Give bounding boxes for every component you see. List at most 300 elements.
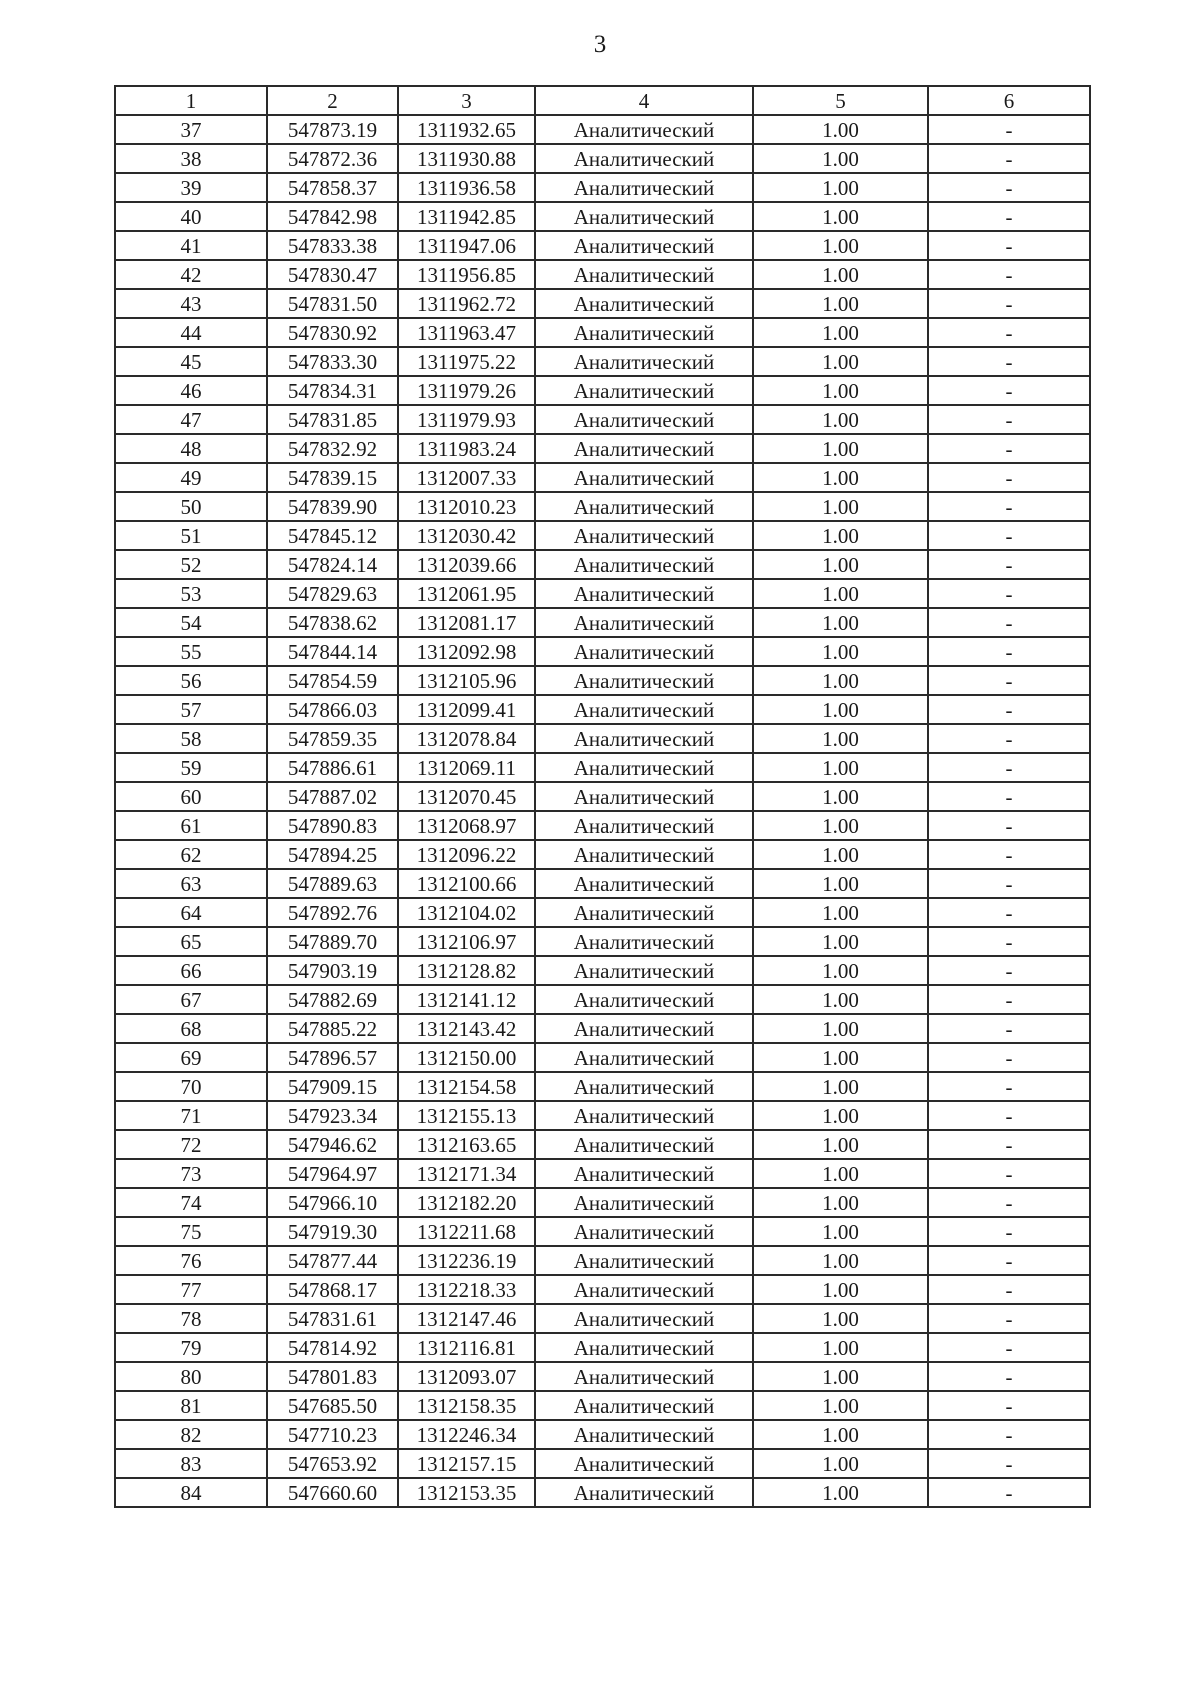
table-row	[115, 724, 1090, 753]
x-coordinate-cell: 547842.98	[267, 202, 398, 231]
table-row	[115, 1362, 1090, 1391]
y-coordinate-cell: 1311962.72	[398, 289, 535, 318]
method-cell: Аналитический	[535, 1449, 753, 1478]
accuracy-cell: 1.00	[753, 724, 928, 753]
table-row	[115, 956, 1090, 985]
accuracy-cell: 1.00	[753, 695, 928, 724]
y-coordinate-cell: 1312157.15	[398, 1449, 535, 1478]
x-coordinate-cell: 547890.83	[267, 811, 398, 840]
method-cell: Аналитический	[535, 1362, 753, 1391]
x-coordinate-cell: 547660.60	[267, 1478, 398, 1507]
y-coordinate-cell: 1312068.97	[398, 811, 535, 840]
table-header-row	[115, 86, 1090, 115]
note-cell: -	[928, 289, 1090, 318]
accuracy-cell: 1.00	[753, 1014, 928, 1043]
x-coordinate-cell: 547923.34	[267, 1101, 398, 1130]
method-cell: Аналитический	[535, 173, 753, 202]
point-number-cell: 78	[115, 1304, 267, 1333]
y-coordinate-cell: 1311979.93	[398, 405, 535, 434]
x-coordinate-cell: 547896.57	[267, 1043, 398, 1072]
y-coordinate-cell: 1312078.84	[398, 724, 535, 753]
point-number-cell: 38	[115, 144, 267, 173]
x-coordinate-cell: 547831.50	[267, 289, 398, 318]
point-number-cell: 57	[115, 695, 267, 724]
x-coordinate-cell: 547824.14	[267, 550, 398, 579]
note-cell: -	[928, 405, 1090, 434]
x-coordinate-cell: 547892.76	[267, 898, 398, 927]
x-coordinate-cell: 547831.61	[267, 1304, 398, 1333]
point-number-cell: 64	[115, 898, 267, 927]
table-row	[115, 289, 1090, 318]
x-coordinate-cell: 547919.30	[267, 1217, 398, 1246]
accuracy-cell: 1.00	[753, 347, 928, 376]
note-cell: -	[928, 347, 1090, 376]
x-coordinate-cell: 547838.62	[267, 608, 398, 637]
y-coordinate-cell: 1312096.22	[398, 840, 535, 869]
note-cell: -	[928, 985, 1090, 1014]
x-coordinate-cell: 547834.31	[267, 376, 398, 405]
note-cell: -	[928, 898, 1090, 927]
point-number-cell: 74	[115, 1188, 267, 1217]
accuracy-cell: 1.00	[753, 173, 928, 202]
table-row	[115, 1159, 1090, 1188]
point-number-cell: 83	[115, 1449, 267, 1478]
note-cell: -	[928, 840, 1090, 869]
column-header: 5	[753, 86, 928, 115]
accuracy-cell: 1.00	[753, 492, 928, 521]
note-cell: -	[928, 782, 1090, 811]
note-cell: -	[928, 1449, 1090, 1478]
table-row	[115, 1130, 1090, 1159]
accuracy-cell: 1.00	[753, 1420, 928, 1449]
accuracy-cell: 1.00	[753, 1072, 928, 1101]
y-coordinate-cell: 1312099.41	[398, 695, 535, 724]
accuracy-cell: 1.00	[753, 666, 928, 695]
accuracy-cell: 1.00	[753, 1159, 928, 1188]
method-cell: Аналитический	[535, 724, 753, 753]
y-coordinate-cell: 1312128.82	[398, 956, 535, 985]
y-coordinate-cell: 1311956.85	[398, 260, 535, 289]
column-header: 6	[928, 86, 1090, 115]
x-coordinate-cell: 547886.61	[267, 753, 398, 782]
accuracy-cell: 1.00	[753, 1043, 928, 1072]
table-row	[115, 202, 1090, 231]
page-number: 3	[593, 31, 607, 58]
x-coordinate-cell: 547889.70	[267, 927, 398, 956]
y-coordinate-cell: 1312070.45	[398, 782, 535, 811]
point-number-cell: 84	[115, 1478, 267, 1507]
method-cell: Аналитический	[535, 1101, 753, 1130]
method-cell: Аналитический	[535, 1043, 753, 1072]
note-cell: -	[928, 202, 1090, 231]
y-coordinate-cell: 1312106.97	[398, 927, 535, 956]
x-coordinate-cell: 547845.12	[267, 521, 398, 550]
table-row	[115, 1014, 1090, 1043]
x-coordinate-cell: 547872.36	[267, 144, 398, 173]
table-row	[115, 753, 1090, 782]
point-number-cell: 71	[115, 1101, 267, 1130]
method-cell: Аналитический	[535, 1391, 753, 1420]
point-number-cell: 37	[115, 115, 267, 144]
accuracy-cell: 1.00	[753, 840, 928, 869]
note-cell: -	[928, 115, 1090, 144]
accuracy-cell: 1.00	[753, 260, 928, 289]
accuracy-cell: 1.00	[753, 1362, 928, 1391]
note-cell: -	[928, 956, 1090, 985]
method-cell: Аналитический	[535, 318, 753, 347]
note-cell: -	[928, 608, 1090, 637]
x-coordinate-cell: 547832.92	[267, 434, 398, 463]
point-number-cell: 66	[115, 956, 267, 985]
note-cell: -	[928, 1420, 1090, 1449]
method-cell: Аналитический	[535, 1275, 753, 1304]
point-number-cell: 68	[115, 1014, 267, 1043]
coordinates-table	[114, 85, 1091, 1508]
method-cell: Аналитический	[535, 434, 753, 463]
accuracy-cell: 1.00	[753, 231, 928, 260]
x-coordinate-cell: 547903.19	[267, 956, 398, 985]
table-row	[115, 318, 1090, 347]
method-cell: Аналитический	[535, 1014, 753, 1043]
method-cell: Аналитический	[535, 782, 753, 811]
point-number-cell: 43	[115, 289, 267, 318]
method-cell: Аналитический	[535, 956, 753, 985]
x-coordinate-cell: 547966.10	[267, 1188, 398, 1217]
point-number-cell: 51	[115, 521, 267, 550]
point-number-cell: 75	[115, 1217, 267, 1246]
note-cell: -	[928, 1217, 1090, 1246]
accuracy-cell: 1.00	[753, 405, 928, 434]
point-number-cell: 82	[115, 1420, 267, 1449]
y-coordinate-cell: 1312100.66	[398, 869, 535, 898]
method-cell: Аналитический	[535, 144, 753, 173]
accuracy-cell: 1.00	[753, 811, 928, 840]
method-cell: Аналитический	[535, 1304, 753, 1333]
method-cell: Аналитический	[535, 985, 753, 1014]
accuracy-cell: 1.00	[753, 1333, 928, 1362]
table-row	[115, 608, 1090, 637]
table-row	[115, 927, 1090, 956]
table-row	[115, 898, 1090, 927]
y-coordinate-cell: 1312155.13	[398, 1101, 535, 1130]
point-number-cell: 59	[115, 753, 267, 782]
y-coordinate-cell: 1312039.66	[398, 550, 535, 579]
point-number-cell: 62	[115, 840, 267, 869]
method-cell: Аналитический	[535, 1188, 753, 1217]
table-row	[115, 695, 1090, 724]
accuracy-cell: 1.00	[753, 521, 928, 550]
y-coordinate-cell: 1312182.20	[398, 1188, 535, 1217]
accuracy-cell: 1.00	[753, 1391, 928, 1420]
note-cell: -	[928, 753, 1090, 782]
point-number-cell: 48	[115, 434, 267, 463]
x-coordinate-cell: 547685.50	[267, 1391, 398, 1420]
accuracy-cell: 1.00	[753, 1217, 928, 1246]
table-row	[115, 1188, 1090, 1217]
point-number-cell: 41	[115, 231, 267, 260]
table-row	[115, 1275, 1090, 1304]
point-number-cell: 63	[115, 869, 267, 898]
x-coordinate-cell: 547653.92	[267, 1449, 398, 1478]
table-row	[115, 376, 1090, 405]
note-cell: -	[928, 724, 1090, 753]
point-number-cell: 76	[115, 1246, 267, 1275]
point-number-cell: 67	[115, 985, 267, 1014]
table-row	[115, 347, 1090, 376]
accuracy-cell: 1.00	[753, 318, 928, 347]
method-cell: Аналитический	[535, 1333, 753, 1362]
accuracy-cell: 1.00	[753, 144, 928, 173]
method-cell: Аналитический	[535, 202, 753, 231]
accuracy-cell: 1.00	[753, 1101, 928, 1130]
y-coordinate-cell: 1312171.34	[398, 1159, 535, 1188]
note-cell: -	[928, 811, 1090, 840]
method-cell: Аналитический	[535, 695, 753, 724]
note-cell: -	[928, 927, 1090, 956]
y-coordinate-cell: 1312069.11	[398, 753, 535, 782]
table-row	[115, 666, 1090, 695]
point-number-cell: 56	[115, 666, 267, 695]
point-number-cell: 81	[115, 1391, 267, 1420]
table-row	[115, 1449, 1090, 1478]
note-cell: -	[928, 666, 1090, 695]
method-cell: Аналитический	[535, 811, 753, 840]
method-cell: Аналитический	[535, 869, 753, 898]
method-cell: Аналитический	[535, 898, 753, 927]
method-cell: Аналитический	[535, 1072, 753, 1101]
note-cell: -	[928, 1478, 1090, 1507]
point-number-cell: 39	[115, 173, 267, 202]
x-coordinate-cell: 547858.37	[267, 173, 398, 202]
method-cell: Аналитический	[535, 1217, 753, 1246]
x-coordinate-cell: 547839.15	[267, 463, 398, 492]
note-cell: -	[928, 318, 1090, 347]
method-cell: Аналитический	[535, 492, 753, 521]
table-row	[115, 550, 1090, 579]
table-row	[115, 1043, 1090, 1072]
x-coordinate-cell: 547877.44	[267, 1246, 398, 1275]
x-coordinate-cell: 547830.92	[267, 318, 398, 347]
y-coordinate-cell: 1312246.34	[398, 1420, 535, 1449]
note-cell: -	[928, 1130, 1090, 1159]
note-cell: -	[928, 1188, 1090, 1217]
point-number-cell: 65	[115, 927, 267, 956]
point-number-cell: 47	[115, 405, 267, 434]
accuracy-cell: 1.00	[753, 898, 928, 927]
x-coordinate-cell: 547854.59	[267, 666, 398, 695]
note-cell: -	[928, 550, 1090, 579]
table-row	[115, 1478, 1090, 1507]
table-row	[115, 1391, 1090, 1420]
y-coordinate-cell: 1312143.42	[398, 1014, 535, 1043]
note-cell: -	[928, 231, 1090, 260]
note-cell: -	[928, 173, 1090, 202]
table-row	[115, 115, 1090, 144]
method-cell: Аналитический	[535, 1420, 753, 1449]
y-coordinate-cell: 1312154.58	[398, 1072, 535, 1101]
y-coordinate-cell: 1312030.42	[398, 521, 535, 550]
x-coordinate-cell: 547829.63	[267, 579, 398, 608]
y-coordinate-cell: 1312236.19	[398, 1246, 535, 1275]
method-cell: Аналитический	[535, 347, 753, 376]
accuracy-cell: 1.00	[753, 1304, 928, 1333]
point-number-cell: 46	[115, 376, 267, 405]
note-cell: -	[928, 434, 1090, 463]
method-cell: Аналитический	[535, 753, 753, 782]
column-header: 4	[535, 86, 753, 115]
point-number-cell: 45	[115, 347, 267, 376]
note-cell: -	[928, 1275, 1090, 1304]
y-coordinate-cell: 1312158.35	[398, 1391, 535, 1420]
note-cell: -	[928, 1362, 1090, 1391]
point-number-cell: 55	[115, 637, 267, 666]
x-coordinate-cell: 547964.97	[267, 1159, 398, 1188]
y-coordinate-cell: 1312105.96	[398, 666, 535, 695]
point-number-cell: 70	[115, 1072, 267, 1101]
point-number-cell: 79	[115, 1333, 267, 1362]
y-coordinate-cell: 1312211.68	[398, 1217, 535, 1246]
point-number-cell: 40	[115, 202, 267, 231]
method-cell: Аналитический	[535, 521, 753, 550]
point-number-cell: 53	[115, 579, 267, 608]
table-row	[115, 173, 1090, 202]
x-coordinate-cell: 547894.25	[267, 840, 398, 869]
table-body	[115, 115, 1090, 1507]
accuracy-cell: 1.00	[753, 869, 928, 898]
accuracy-cell: 1.00	[753, 115, 928, 144]
y-coordinate-cell: 1311936.58	[398, 173, 535, 202]
table-row	[115, 1217, 1090, 1246]
table-row	[115, 637, 1090, 666]
x-coordinate-cell: 547844.14	[267, 637, 398, 666]
table-row	[115, 1420, 1090, 1449]
y-coordinate-cell: 1312150.00	[398, 1043, 535, 1072]
note-cell: -	[928, 579, 1090, 608]
table-row	[115, 1304, 1090, 1333]
note-cell: -	[928, 260, 1090, 289]
note-cell: -	[928, 376, 1090, 405]
accuracy-cell: 1.00	[753, 782, 928, 811]
x-coordinate-cell: 547859.35	[267, 724, 398, 753]
x-coordinate-cell: 547801.83	[267, 1362, 398, 1391]
method-cell: Аналитический	[535, 463, 753, 492]
x-coordinate-cell: 547873.19	[267, 115, 398, 144]
note-cell: -	[928, 695, 1090, 724]
y-coordinate-cell: 1312153.35	[398, 1478, 535, 1507]
method-cell: Аналитический	[535, 289, 753, 318]
accuracy-cell: 1.00	[753, 434, 928, 463]
accuracy-cell: 1.00	[753, 927, 928, 956]
table-row	[115, 1072, 1090, 1101]
note-cell: -	[928, 144, 1090, 173]
point-number-cell: 42	[115, 260, 267, 289]
x-coordinate-cell: 547868.17	[267, 1275, 398, 1304]
table-row	[115, 840, 1090, 869]
table-row	[115, 521, 1090, 550]
accuracy-cell: 1.00	[753, 1449, 928, 1478]
table-row	[115, 782, 1090, 811]
accuracy-cell: 1.00	[753, 637, 928, 666]
y-coordinate-cell: 1312081.17	[398, 608, 535, 637]
table-row	[115, 144, 1090, 173]
x-coordinate-cell: 547882.69	[267, 985, 398, 1014]
accuracy-cell: 1.00	[753, 1275, 928, 1304]
x-coordinate-cell: 547833.38	[267, 231, 398, 260]
method-cell: Аналитический	[535, 1159, 753, 1188]
note-cell: -	[928, 1072, 1090, 1101]
method-cell: Аналитический	[535, 115, 753, 144]
method-cell: Аналитический	[535, 1478, 753, 1507]
x-coordinate-cell: 547946.62	[267, 1130, 398, 1159]
point-number-cell: 60	[115, 782, 267, 811]
note-cell: -	[928, 1246, 1090, 1275]
table-row	[115, 811, 1090, 840]
y-coordinate-cell: 1312218.33	[398, 1275, 535, 1304]
accuracy-cell: 1.00	[753, 376, 928, 405]
accuracy-cell: 1.00	[753, 463, 928, 492]
note-cell: -	[928, 1391, 1090, 1420]
accuracy-cell: 1.00	[753, 1478, 928, 1507]
method-cell: Аналитический	[535, 666, 753, 695]
note-cell: -	[928, 637, 1090, 666]
table-row	[115, 405, 1090, 434]
table-row	[115, 869, 1090, 898]
note-cell: -	[928, 1014, 1090, 1043]
note-cell: -	[928, 1043, 1090, 1072]
table-row	[115, 434, 1090, 463]
point-number-cell: 52	[115, 550, 267, 579]
method-cell: Аналитический	[535, 260, 753, 289]
table-row	[115, 1246, 1090, 1275]
table-row	[115, 492, 1090, 521]
x-coordinate-cell: 547909.15	[267, 1072, 398, 1101]
method-cell: Аналитический	[535, 637, 753, 666]
accuracy-cell: 1.00	[753, 753, 928, 782]
y-coordinate-cell: 1311947.06	[398, 231, 535, 260]
y-coordinate-cell: 1311963.47	[398, 318, 535, 347]
method-cell: Аналитический	[535, 840, 753, 869]
accuracy-cell: 1.00	[753, 985, 928, 1014]
method-cell: Аналитический	[535, 405, 753, 434]
y-coordinate-cell: 1312163.65	[398, 1130, 535, 1159]
accuracy-cell: 1.00	[753, 202, 928, 231]
x-coordinate-cell: 547839.90	[267, 492, 398, 521]
point-number-cell: 58	[115, 724, 267, 753]
y-coordinate-cell: 1311932.65	[398, 115, 535, 144]
y-coordinate-cell: 1312147.46	[398, 1304, 535, 1333]
method-cell: Аналитический	[535, 608, 753, 637]
table-row	[115, 1101, 1090, 1130]
y-coordinate-cell: 1311979.26	[398, 376, 535, 405]
point-number-cell: 44	[115, 318, 267, 347]
x-coordinate-cell: 547831.85	[267, 405, 398, 434]
y-coordinate-cell: 1311975.22	[398, 347, 535, 376]
x-coordinate-cell: 547889.63	[267, 869, 398, 898]
accuracy-cell: 1.00	[753, 550, 928, 579]
table-row	[115, 463, 1090, 492]
method-cell: Аналитический	[535, 550, 753, 579]
x-coordinate-cell: 547866.03	[267, 695, 398, 724]
accuracy-cell: 1.00	[753, 608, 928, 637]
x-coordinate-cell: 547887.02	[267, 782, 398, 811]
point-number-cell: 80	[115, 1362, 267, 1391]
x-coordinate-cell: 547814.92	[267, 1333, 398, 1362]
table-row	[115, 260, 1090, 289]
note-cell: -	[928, 492, 1090, 521]
method-cell: Аналитический	[535, 1246, 753, 1275]
method-cell: Аналитический	[535, 1130, 753, 1159]
table-row	[115, 985, 1090, 1014]
